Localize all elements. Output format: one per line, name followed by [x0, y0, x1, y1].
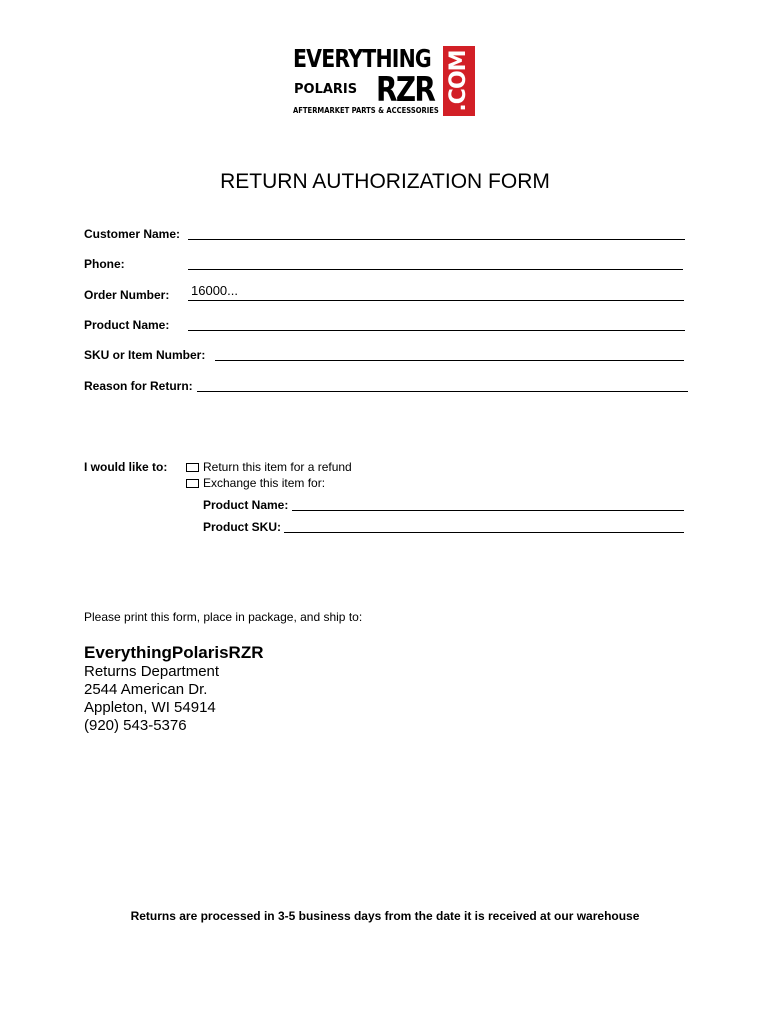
logo-text-rzr: RZR	[376, 70, 435, 110]
sku-label: SKU or Item Number:	[84, 348, 206, 362]
form-title: RETURN AUTHORIZATION FORM	[220, 170, 550, 193]
exchange-option-label: Exchange this item for:	[203, 476, 326, 490]
phone-field[interactable]	[188, 269, 683, 270]
shipping-instruction: Please print this form, place in package, and ship to:	[84, 610, 363, 624]
product-name-field[interactable]	[188, 330, 685, 331]
preference-label: I would like to:	[84, 460, 168, 474]
exchange-product-name-label: Product Name:	[203, 498, 289, 512]
exchange-product-sku-label: Product SKU:	[203, 520, 281, 534]
logo-text-everything: EVERYTHING	[293, 44, 431, 73]
logo-com-badge	[443, 46, 475, 116]
exchange-product-sku-field[interactable]	[284, 532, 684, 533]
order-number-field[interactable]	[188, 300, 684, 301]
shipping-street: 2544 American Dr.	[84, 681, 208, 698]
refund-checkbox[interactable]	[186, 463, 199, 472]
logo-text-polaris: POLARIS	[294, 82, 358, 97]
exchange-checkbox[interactable]	[186, 479, 199, 488]
shipping-company: EverythingPolarisRZR	[84, 643, 264, 662]
reason-label: Reason for Return:	[84, 379, 193, 393]
shipping-department: Returns Department	[84, 663, 220, 680]
shipping-city: Appleton, WI 54914	[84, 699, 216, 716]
order-number-value[interactable]: 16000...	[191, 283, 238, 298]
company-logo	[290, 44, 480, 118]
processing-note: Returns are processed in 3-5 business days from the date it is received at our warehouse	[130, 909, 640, 923]
customer-name-field[interactable]	[188, 239, 685, 240]
logo-tagline: AFTERMARKET PARTS & ACCESSORIES	[293, 106, 439, 115]
exchange-product-name-field[interactable]	[292, 510, 684, 511]
sku-field[interactable]	[215, 360, 684, 361]
logo-text-com: .COM	[446, 50, 471, 112]
order-number-label: Order Number:	[84, 288, 170, 302]
customer-name-label: Customer Name:	[84, 227, 181, 241]
refund-option-label: Return this item for a refund	[203, 460, 352, 474]
phone-label: Phone:	[84, 257, 125, 271]
reason-field[interactable]	[197, 391, 688, 392]
product-name-label: Product Name:	[84, 318, 170, 332]
shipping-phone: (920) 543-5376	[84, 717, 187, 734]
